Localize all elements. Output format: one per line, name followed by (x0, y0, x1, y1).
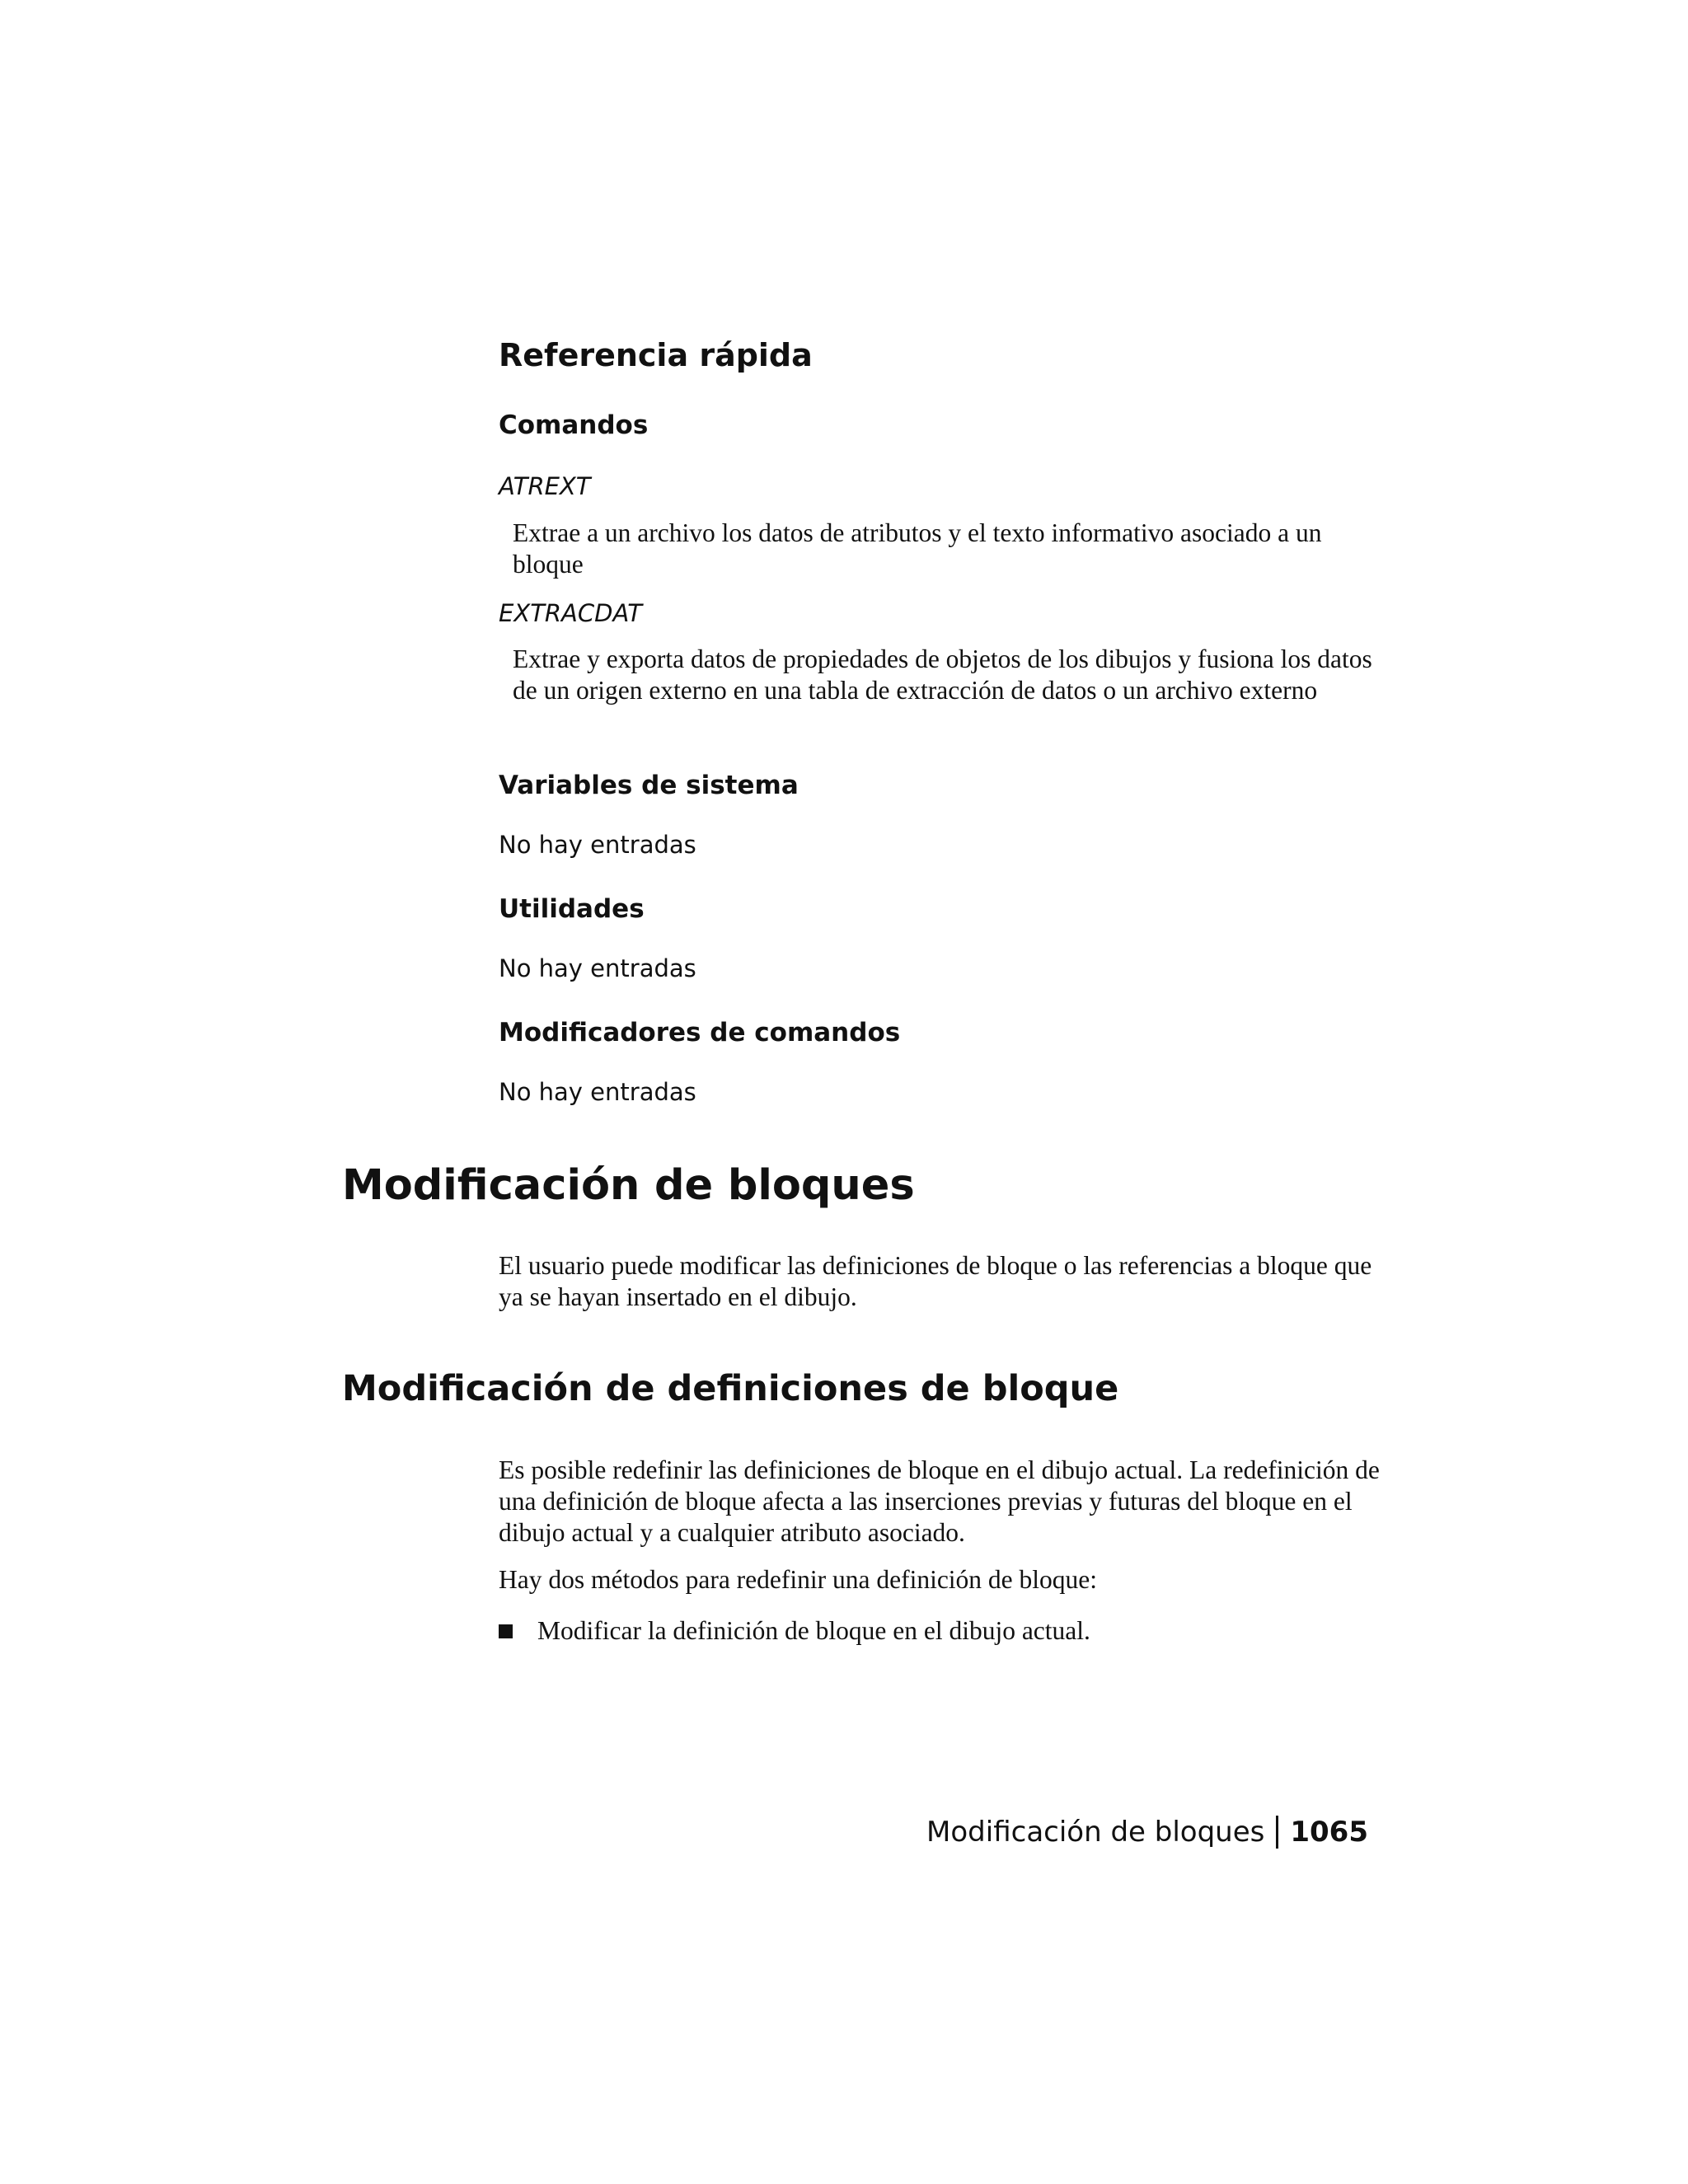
command-description-extracdat: Extrae y exporta datos de propiedades de objetos de los dibujos y fusiona los datos de un origen externo en una tabla de extracción de datos o un archivo externo (513, 644, 1372, 705)
command-modifiers-heading: Modificadores de comandos (499, 1018, 901, 1047)
command-description-atrext: Extrae a un archivo los datos de atributos y el texto informativo asociado a un bloque (513, 518, 1322, 579)
utilities-heading: Utilidades (499, 894, 645, 924)
list-item-text: Modificar la definición de bloque en el dibujo actual. (537, 1616, 1090, 1645)
commands-heading: Comandos (499, 410, 649, 440)
command-name-extracdat: EXTRACDAT (499, 599, 642, 627)
page-number: 1065 (1290, 1816, 1368, 1849)
square-bullet-icon (499, 1624, 513, 1638)
command-name-atrext: ATREXT (499, 472, 591, 500)
redefine-methods-intro: Hay dos métodos para redefinir una definición de bloque: (499, 1565, 1098, 1594)
footer-section-name: Modificación de bloques (926, 1816, 1265, 1849)
system-variables-heading: Variables de sistema (499, 771, 799, 800)
page-footer (926, 1816, 1368, 1849)
quick-reference-title: Referencia rápida (499, 337, 813, 373)
block-definitions-title: Modificación de definiciones de bloque (342, 1368, 1119, 1409)
utilities-entries: No hay entradas (499, 954, 696, 982)
footer-divider (1276, 1816, 1278, 1849)
block-modification-title: Modificación de bloques (342, 1161, 915, 1210)
block-definitions-paragraph: Es posible redefinir las definiciones de bloque en el dibujo actual. La redefinición de una definición de bloque afecta a las inserciones previas y futuras del bloque en el dibujo actual y a cualquier atributo asociado. (499, 1455, 1380, 1547)
command-modifiers-entries: No hay entradas (499, 1078, 696, 1106)
system-variables-entries: No hay entradas (499, 831, 696, 859)
block-modification-paragraph: El usuario puede modificar las definiciones de bloque o las referencias a bloque que ya se hayan insertado en el dibujo. (499, 1251, 1372, 1311)
list-item (499, 1615, 1090, 1647)
